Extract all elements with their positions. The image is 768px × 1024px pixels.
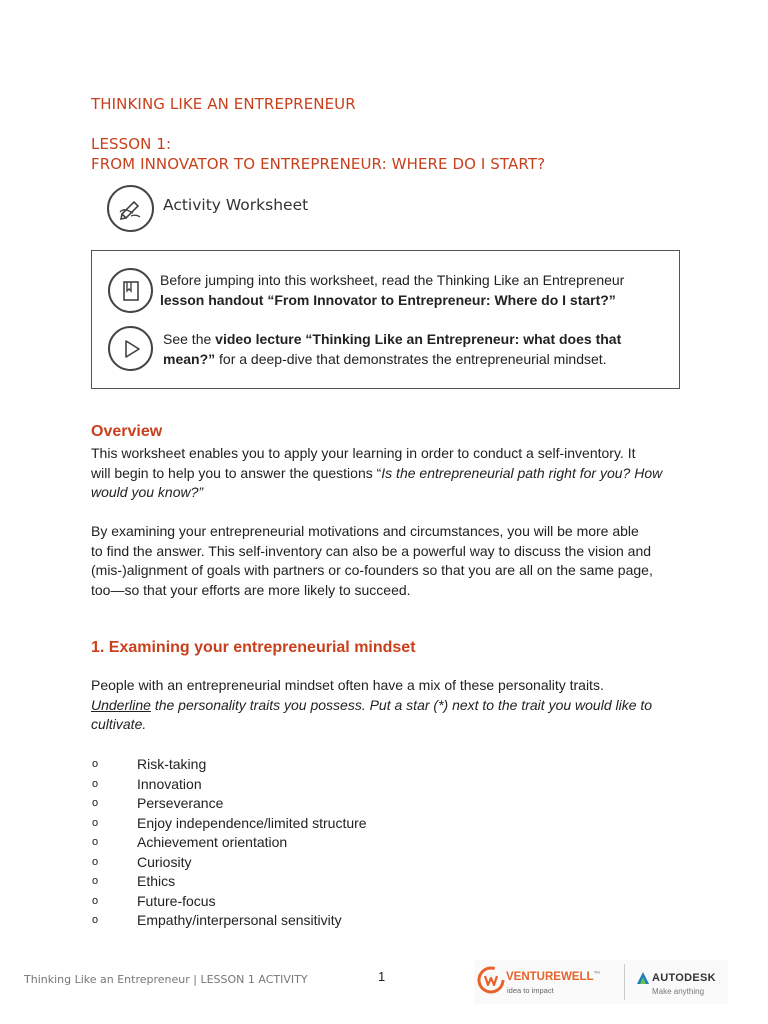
page-number: 1 [378, 969, 386, 984]
overview-p2-line3: (mis-)alignment of goals with partners or co-founders so that you are all on the same page, [91, 562, 653, 578]
list-item [92, 872, 492, 892]
video-post: for a deep-dive that demonstrates the entrepreneurial mindset. [215, 350, 607, 367]
trait-label: Future-focus [137, 892, 216, 909]
overview-p2-line4: too—so that your efforts are more likely to succeed. [91, 581, 411, 598]
bullet: o [92, 797, 99, 809]
trait-label: Curiosity [137, 853, 192, 870]
intro-line2: the personality traits you possess. Put a star (*) next to the trait you would like to [150, 696, 653, 713]
overview-paragraph-2 [91, 522, 653, 600]
underline-word: Underline [91, 696, 151, 713]
overview-p1-line1: This worksheet enables you to apply your learning in order to conduct a self-inventory. It [91, 445, 636, 461]
trait-label: Empathy/interpersonal sensitivity [137, 912, 342, 928]
bullet: o [92, 875, 99, 887]
trait-label: Risk-taking [137, 756, 207, 772]
autodesk-name: AUTODESK [652, 972, 716, 984]
list-item [92, 892, 492, 912]
list-item [92, 755, 492, 775]
video-bold-1: video lecture “Thinking Like an Entrepreneur: what does that [215, 331, 622, 347]
video-pre: See the [163, 331, 216, 347]
lesson-number: LESSON 1: [91, 135, 172, 153]
list-item [92, 775, 492, 795]
autodesk-tagline: Make anything [652, 987, 705, 996]
list-item [92, 814, 492, 834]
list-item [92, 853, 492, 873]
footer-logos [474, 960, 728, 1004]
trait-label: Perseverance [137, 795, 224, 811]
overview-p2-line1: By examining your entrepreneurial motivations and circumstances, you will be more able [91, 523, 639, 539]
intro-line3: cultivate. [91, 716, 147, 732]
bullet: o [92, 894, 99, 907]
bullet: o [92, 836, 99, 848]
book-icon [108, 268, 153, 313]
trait-label: Innovation [137, 775, 202, 792]
traits-list [92, 755, 492, 931]
bullet: o [92, 777, 99, 790]
bullet: o [92, 816, 99, 829]
logo-divider [624, 964, 625, 1000]
bullet: o [92, 914, 99, 926]
venturewell-logo-icon [477, 966, 505, 994]
video-text [163, 330, 621, 369]
venturewell-logo-text [506, 971, 601, 983]
overview-p1-line2: will begin to help you to answer the questions “ [91, 464, 382, 481]
footer-left-text: Thinking Like an Entrepreneur | LESSON 1 ACTIVITY [24, 973, 308, 986]
overview-question-2: would you know?” [91, 484, 204, 500]
trait-label: Ethics [137, 873, 176, 889]
video-bold-2: mean?” [163, 350, 216, 367]
activity-label: Activity Worksheet [163, 196, 309, 214]
section-1-heading: 1. Examining your entrepreneurial mindset [91, 639, 416, 656]
list-item [92, 911, 492, 931]
info-box [91, 250, 680, 389]
section-1-intro [91, 676, 652, 735]
course-title: THINKING LIKE AN ENTREPRENEUR [91, 95, 356, 113]
list-item [92, 833, 492, 853]
autodesk-logo-icon [636, 971, 650, 985]
bullet: o [92, 855, 99, 868]
handout-text: Before jumping into this worksheet, read the Thinking Like an Entrepreneur [160, 272, 625, 288]
venturewell-name: VENTUREWELL [506, 971, 594, 983]
venturewell-tm: ™ [593, 971, 601, 978]
overview-heading: Overview [91, 423, 163, 440]
lesson-title: FROM INNOVATOR TO ENTREPRENEUR: WHERE DO I START? [91, 155, 546, 173]
overview-p2-line2: to find the answer. This self-inventory can also be a powerful way to discuss the vision and [91, 542, 652, 559]
overview-question-1: Is the entrepreneurial path right for you? How [381, 464, 663, 481]
play-icon [108, 326, 153, 371]
bullet: o [92, 758, 99, 770]
handout-link-text: lesson handout “From Innovator to Entrepreneur: Where do I start?” [160, 291, 616, 308]
venturewell-tagline: idea to impact [507, 986, 554, 995]
intro-line1: People with an entrepreneurial mindset often have a mix of these personality traits. [91, 677, 604, 693]
trait-label: Achievement orientation [137, 834, 288, 850]
pencil-hand-icon [107, 185, 154, 232]
overview-paragraph-1 [91, 444, 662, 503]
list-item [92, 794, 492, 814]
trait-label: Enjoy independence/limited structure [137, 814, 367, 831]
